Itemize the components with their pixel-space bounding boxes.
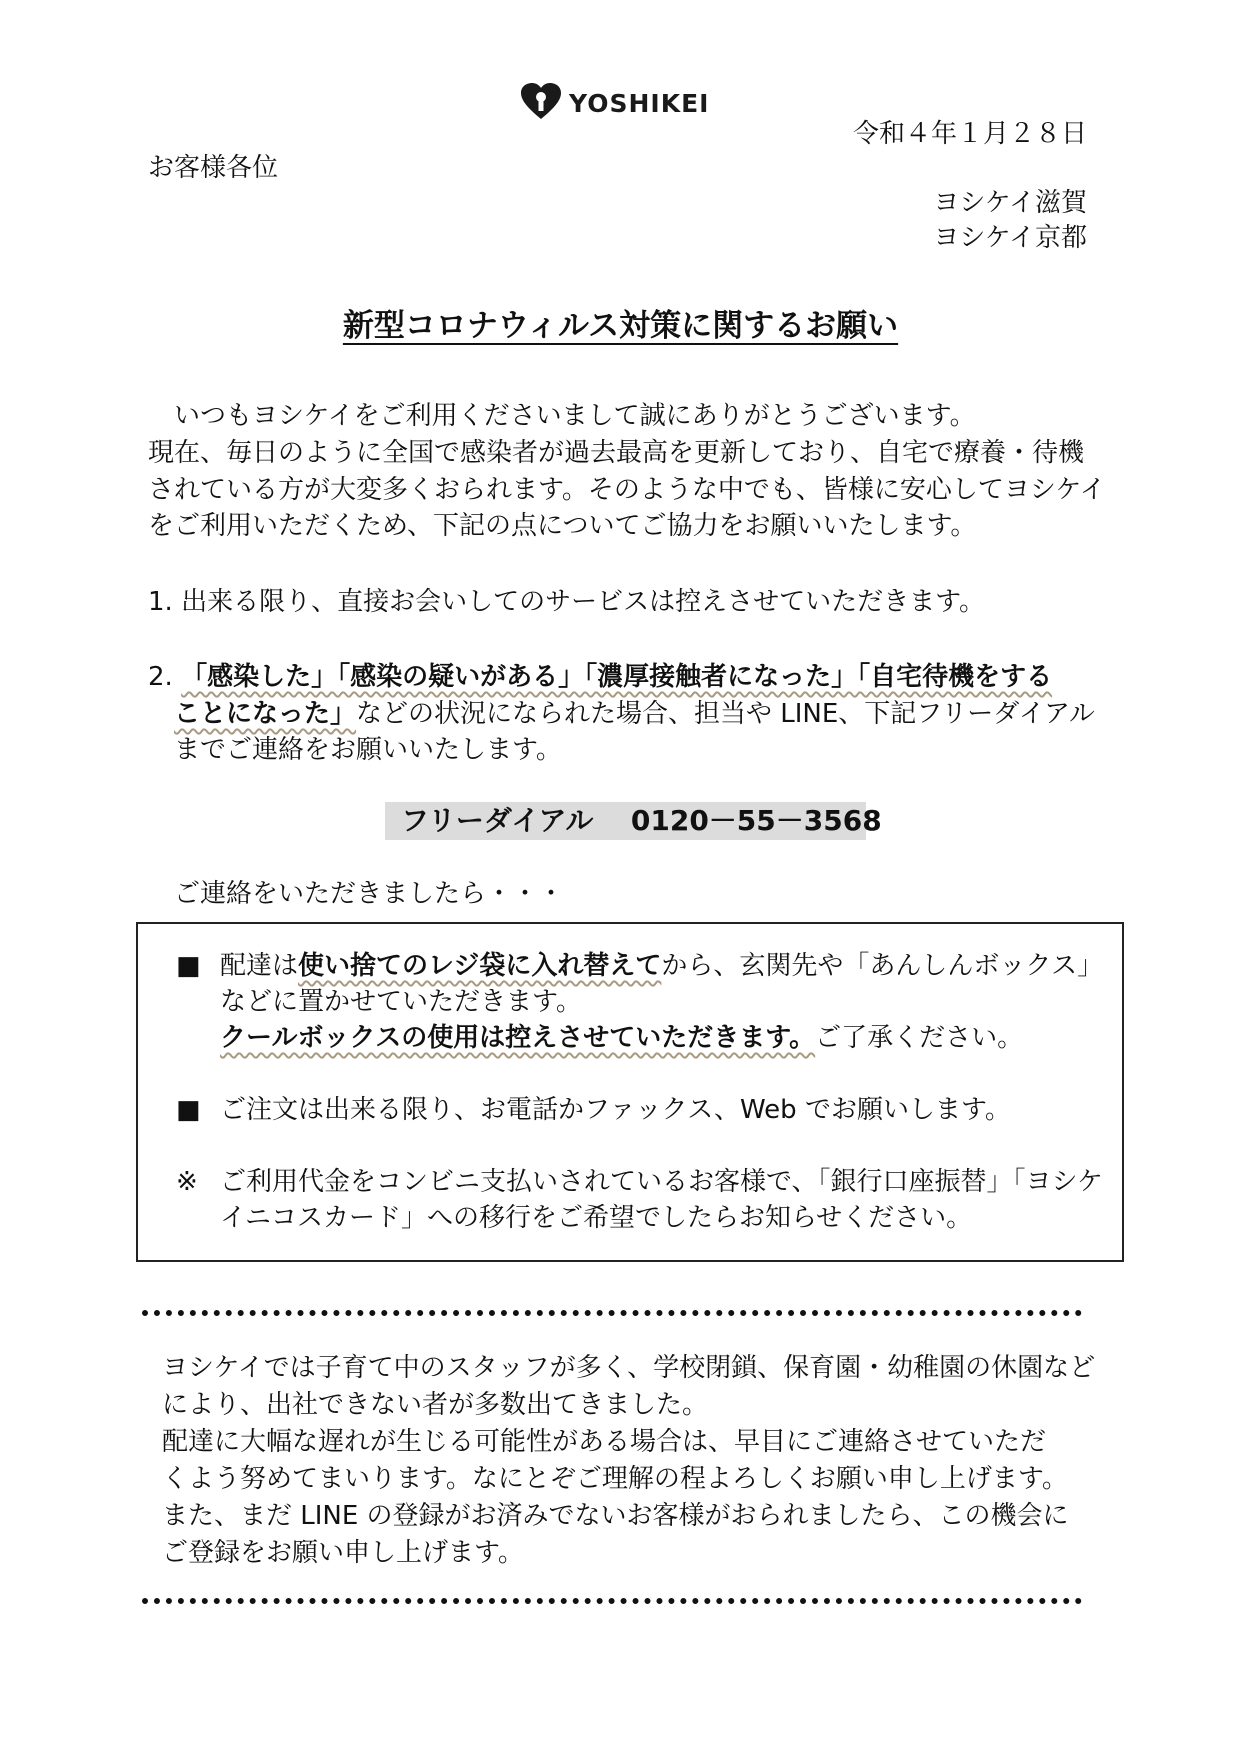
after-contact-text: ご連絡をいただきましたら・・・	[174, 879, 565, 909]
heart-logo-icon	[521, 83, 561, 123]
box-bullet-1-line-1	[220, 948, 1103, 984]
intro-line: いつもヨシケイをご利用くださいまして誠にありがとうございます。	[174, 401, 976, 431]
square-bullet-icon: ■	[176, 951, 201, 981]
free-dial-banner	[385, 802, 882, 840]
item-2-line-1	[148, 659, 1052, 695]
notice-line: ご登録をお願い申し上げます。	[162, 1538, 524, 1568]
yoshikei-logo	[521, 82, 709, 124]
item-2-text: などの状況になられた場合、担当や LINE、下記フリーダイアル	[356, 699, 1095, 729]
date: 令和４年１月２８日	[852, 119, 1087, 149]
intro-line: されている方が大変多くおられます。そのような中でも、皆様に安心してヨシケイ	[148, 475, 1106, 505]
logo-text: YOSHIKEI	[569, 88, 710, 118]
notice-line: により、出社できない者が多数出てきました。	[162, 1390, 709, 1420]
notice-line: 配達に大幅な遅れが生じる可能性がある場合は、早目にご連絡させていただ	[162, 1427, 1047, 1457]
reference-mark-icon: ※	[176, 1167, 198, 1197]
notice-line: ヨシケイでは子育て中のスタッフが多く、学校閉鎖、保育園・幼稚園の休園など	[162, 1353, 1096, 1383]
notice-line: くよう努めてまいります。なにとぞご理解の程よろしくお願い申し上げます。	[162, 1464, 1068, 1494]
dotted-divider-bottom	[142, 1598, 1082, 1604]
box-emphasis: 使い捨てのレジ袋に入れ替えて	[298, 951, 662, 981]
box-text: ご了承ください。	[815, 1023, 1024, 1053]
sender-shiga: ヨシケイ滋賀	[933, 188, 1087, 218]
square-bullet-icon: ■	[176, 1095, 201, 1125]
box-text: から、玄関先や「あんしんボックス」	[661, 951, 1104, 981]
addressee: お客様各位	[148, 153, 279, 183]
item-2-emphasis: 「感染した」「感染の疑いがある」「濃厚接触者になった」「自宅待機をする	[181, 662, 1053, 692]
free-dial-number: 0120－55－3568	[630, 804, 882, 837]
box-note-line-1: ご利用代金をコンビニ支払いされているお客様で、「銀行口座振替」「ヨシケ	[220, 1167, 1103, 1197]
item-2-emphasis: ことになった」	[174, 699, 357, 729]
box-emphasis: クールボックスの使用は控えさせていただきます。	[220, 1023, 816, 1053]
free-dial-label: フリーダイアル	[401, 804, 594, 837]
document-title	[0, 300, 1241, 345]
box-note-line-2: イニコスカード」への移行をご希望でしたらお知らせください。	[220, 1203, 973, 1233]
dotted-divider-top	[142, 1310, 1082, 1316]
document-title-text: 新型コロナウィルス対策に関するお願い	[342, 308, 899, 344]
box-bullet-1-line-3	[220, 1020, 1023, 1056]
box-text: 配達は	[220, 951, 299, 981]
item-2-line-2	[174, 696, 1095, 732]
item-1: 1. 出来る限り、直接お会いしてのサービスは控えさせていただきます。	[148, 587, 985, 617]
item-2-line-3: までご連絡をお願いいたします。	[174, 735, 562, 765]
sender-kyoto: ヨシケイ京都	[933, 223, 1087, 253]
item-2-number: 2.	[148, 662, 182, 692]
box-bullet-2: ご注文は出来る限り、お電話かファックス、Web でお願いします。	[220, 1095, 1011, 1125]
box-bullet-1-line-2: などに置かせていただきます。	[220, 987, 582, 1017]
intro-line: 現在、毎日のように全国で感染者が過去最高を更新しており、自宅で療養・待機	[148, 438, 1085, 468]
intro-line: をご利用いただくため、下記の点についてご協力をお願いいたします。	[148, 511, 977, 541]
notice-line: また、まだ LINE の登録がお済みでないお客様がおられましたら、この機会に	[162, 1501, 1069, 1531]
